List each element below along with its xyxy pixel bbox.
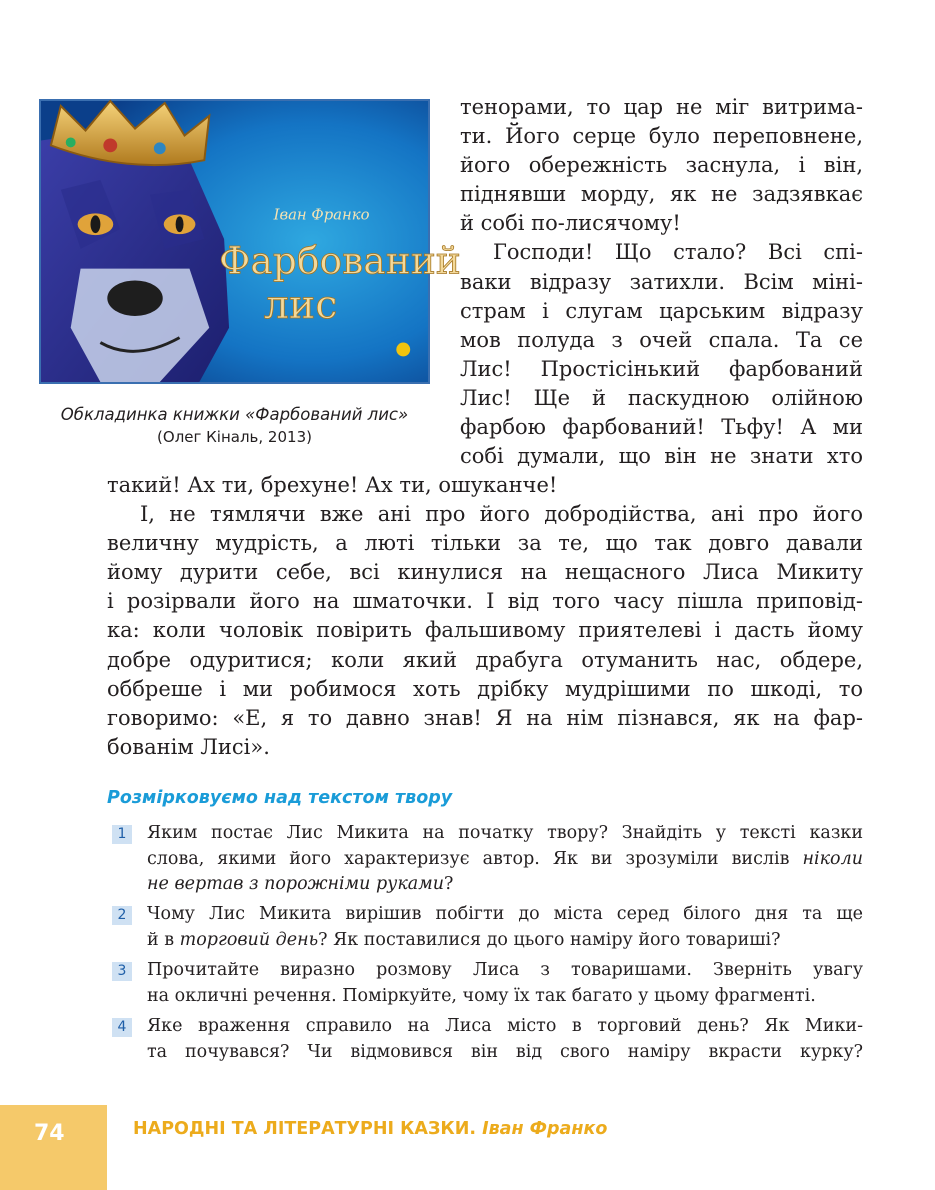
text-line: говоримо: «Е, я то давно знав! Я на нім пізнався, як на фар- [107,705,863,730]
text-line: й собі по-лисячому! [460,211,681,236]
question-line [147,847,863,873]
section-heading: Розмірковуємо над текстом твору [107,788,453,808]
question-italic-segment: ніколи [802,848,863,869]
question-line: та почувався? Чи відмовився він від свого наміру вкрасти курку? [147,1041,863,1062]
running-footer [133,1119,607,1139]
publisher-logo-icon [396,343,410,357]
question-text [147,821,863,898]
question-line: на окличні речення. Поміркуйте, чому їх так багато у цьому фрагменті. [147,985,816,1006]
text-line: І, не тямлячи вже ані про його добродійства, ані про його [140,502,863,527]
question-number-badge: 3 [112,962,132,981]
full-width-text [107,471,863,762]
footer-author: Іван Франко [482,1119,608,1139]
text-line: піднявши морду, як не задзявкає [460,182,863,207]
page-number-tab [0,1105,107,1190]
question-segment: ? [444,874,454,894]
right-column-text [460,93,863,471]
text-line: Лис! Простісінький фарбований [460,356,863,381]
cover-title-line2: лис [263,281,338,328]
question-italic-segment: не вертав з порожніми руками [147,874,444,894]
text-line: страм і слугам царським відразу [460,298,863,323]
caption-credit: (Олег Кіналь, 2013) [157,428,312,446]
text-line: йому дурити себе, всі кинулися на нещасного Лиса Микиту [107,560,863,585]
question-number-badge: 2 [112,906,132,925]
footer-section: НАРОДНІ ТА ЛІТЕРАТУРНІ КАЗКИ. [133,1119,483,1139]
text-line: фарбою фарбований! Тьфу! А ми [460,415,863,440]
question-line [147,872,863,898]
question-line: Чому Лис Микита вирішив побігти до міста серед білого дня та ще [147,904,863,924]
book-cover-image [39,99,461,384]
text-line: величну мудрість, а люті тільки за те, що так довго давали [107,531,863,556]
question-text [147,1014,863,1065]
question-line: Яким постає Лис Микита на початку твору? Знайдіть у тексті казки [147,823,863,843]
text-line: добре одуритися; коли який драбуга отуманить нас, обдере, [107,647,863,672]
question-text [147,902,863,953]
text-line: ка: коли чоловік повірить фальшивому приятелеві і дасть йому [107,618,863,643]
text-line: ти. Його серце було переповнене, [460,124,863,149]
question-italic-segment: торговий день [179,929,319,950]
text-line: бованім Лисі». [107,734,270,759]
text-line: ваки відразу затихли. Всім міні- [460,269,863,294]
question-line [147,928,863,954]
question-line: Прочитайте виразно розмову Лиса з товаришами. Зверніть увагу [147,960,863,980]
text-line: оббреше і ми робимося хоть дрібку мудрішими по шкоді, то [107,676,863,701]
cover-title-line1: Фарбований [219,238,461,283]
text-line: такий! Ах ти, брехуне! Ах ти, ошуканче! [107,473,558,497]
question-segment: ? Як поставилися до цього наміру його товариші? [318,929,781,950]
page-number: 74 [34,1121,65,1146]
text-line: його обережність заснула, і він, [460,153,863,178]
text-line: мов полуда з очей спала. Та се [460,327,863,352]
question-segment: слова, якими його характеризує автор. Як ви зрозуміли вислів [147,848,803,869]
question-segment: й в [147,929,180,950]
question-number-badge: 1 [112,825,132,844]
caption-title: Обкладинка книжки «Фарбований лис» [60,405,409,424]
figure-caption [39,403,430,449]
fox-cover-illustration [41,101,461,382]
cover-author-text: Іван Франко [273,206,370,224]
question-text [147,958,863,1009]
text-line: Господи! Що стало? Всі спі- [493,240,863,265]
text-line: Лис! Ще й паскудною олійною [460,385,863,410]
text-line: і розірвали його на шматочки. І від того часу пішла приповід- [107,589,863,614]
question-number-badge: 4 [112,1018,132,1037]
question-line: Яке враження справило на Лиса місто в торговий день? Як Мики- [147,1016,863,1036]
text-line: собі думали, що він не знати хто [460,444,863,469]
text-line: тенорами, то цар не міг витрима- [460,95,863,119]
